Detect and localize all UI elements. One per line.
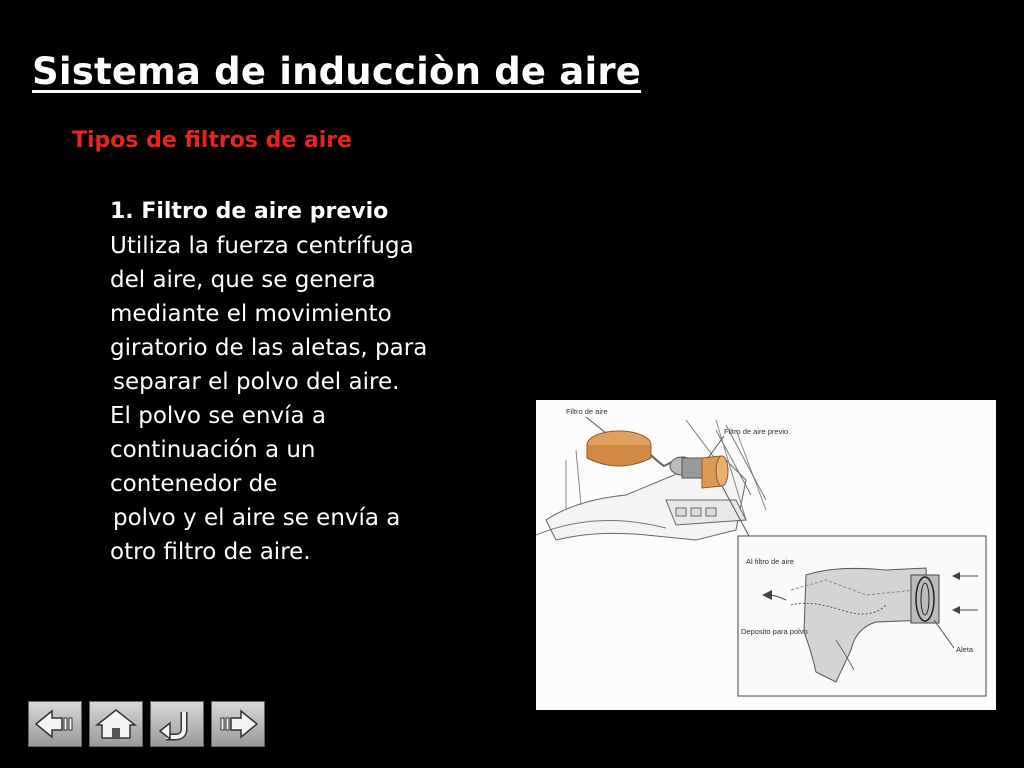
back-arrow-icon (32, 708, 78, 740)
back-button[interactable] (28, 701, 82, 747)
section-heading: 1. Filtro de aire previo (110, 199, 389, 224)
forward-arrow-icon (215, 708, 261, 740)
label-filtro-de-aire-previo: Filtro de aire previo (724, 427, 789, 436)
body-line: Utiliza la fuerza centrífuga (110, 233, 414, 259)
body-line: contenedor de (110, 471, 278, 497)
label-aleta: Aleta (956, 645, 974, 654)
body-text (110, 195, 427, 569)
body-line: otro filtro de aire. (110, 539, 311, 565)
return-icon (154, 707, 200, 741)
body-line: mediante el movimiento (110, 301, 392, 327)
slide-title: Sistema de inducciòn de aire (32, 50, 642, 93)
home-button[interactable] (89, 701, 143, 747)
body-line: El polvo se envía a (110, 403, 326, 429)
forward-button[interactable] (211, 701, 265, 747)
home-icon (93, 707, 139, 741)
body-line: giratorio de las aletas, para (110, 335, 428, 361)
slide-subtitle: Tipos de filtros de aire (72, 128, 353, 153)
air-prefilter-diagram (536, 400, 996, 710)
body-line: del aire, que se genera (110, 267, 376, 293)
body-line: polvo y el aire se envía a (113, 505, 401, 531)
label-deposito-para-polvo: Deposito para polvo (741, 627, 808, 636)
return-button[interactable] (150, 701, 204, 747)
label-filtro-de-aire: Filtro de aire (566, 407, 608, 416)
label-al-filtro-de-aire: Al filtro de aire (746, 557, 794, 566)
body-line: continuación a un (110, 437, 316, 463)
body-line: separar el polvo del aire. (113, 369, 400, 395)
